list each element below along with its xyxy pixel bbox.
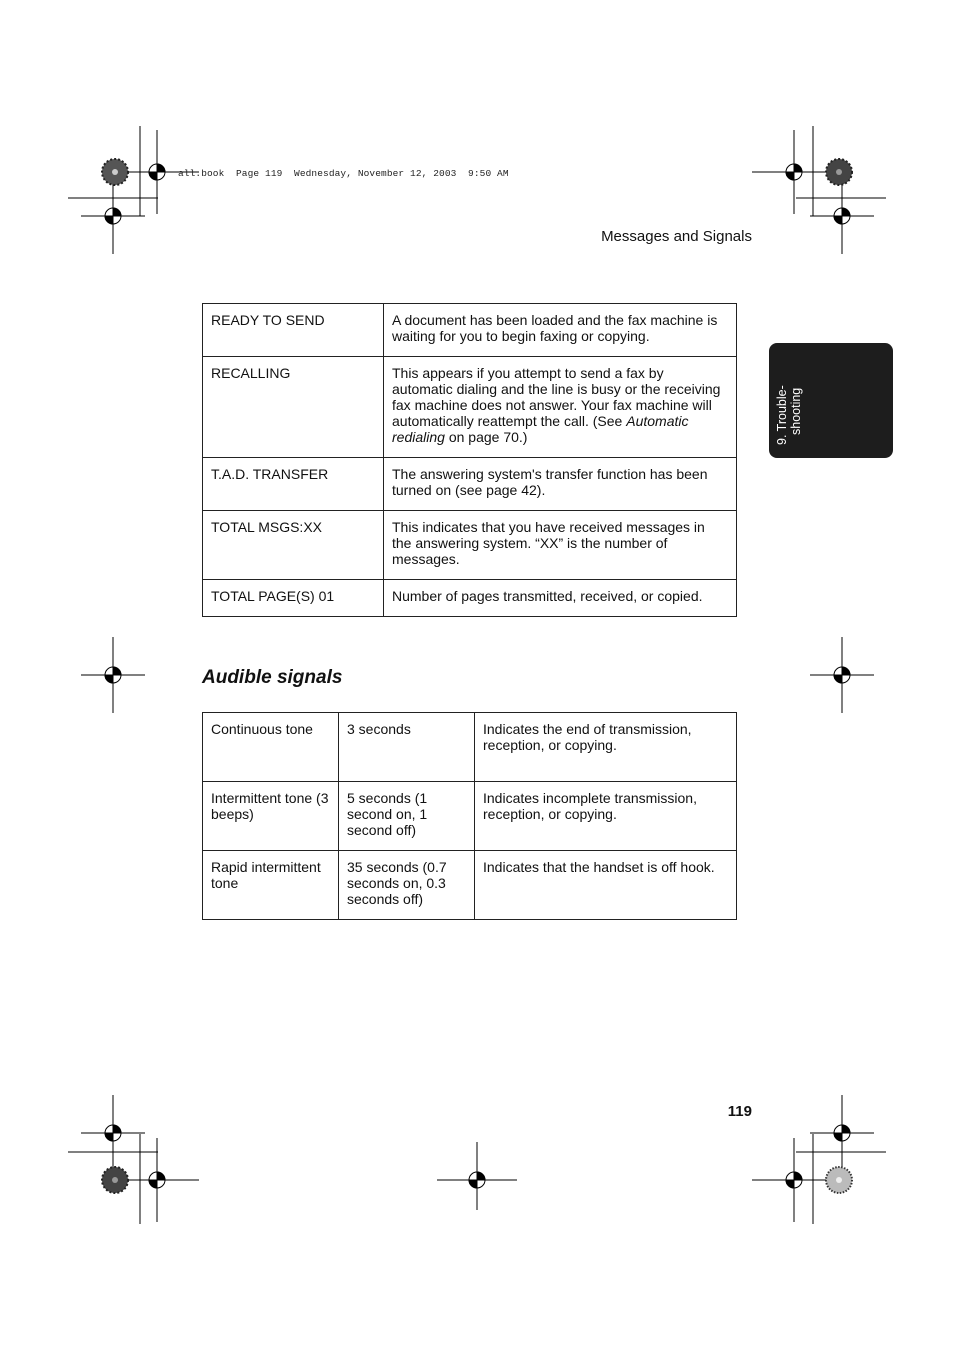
registration-target-icon: [810, 637, 874, 713]
message-cell: T.A.D. TRANSFER: [203, 458, 384, 511]
description-cell: Number of pages transmitted, received, or copied.: [384, 580, 737, 617]
registration-target-icon: [810, 1095, 874, 1171]
description-cell: This indicates that you have received messages in the answering system. “XX” is the number of messages.: [384, 511, 737, 580]
message-cell: TOTAL PAGE(S) 01: [203, 580, 384, 617]
registration-target-icon: [81, 178, 145, 254]
chapter-tab-line1: 9. Trouble-: [775, 385, 789, 445]
table-row: [203, 851, 737, 920]
duration-cell: 3 seconds: [339, 713, 475, 782]
registration-target-icon: [81, 637, 145, 713]
starburst-mark-icon: [102, 1167, 128, 1193]
message-cell: READY TO SEND: [203, 304, 384, 357]
table-row: [203, 304, 737, 357]
registration-target-icon: [437, 1142, 517, 1210]
book-file-info: all.book Page 119 Wednesday, November 12, 2003 9:50 AM: [178, 168, 509, 179]
table-row: [203, 713, 737, 782]
description-cell: A document has been loaded and the fax machine is waiting for you to begin faxing or copying.: [384, 304, 737, 357]
messages-table: [202, 303, 737, 617]
starburst-mark-icon: [102, 159, 128, 185]
duration-cell: 5 seconds (1 second on, 1 second off): [339, 782, 475, 851]
signal-cell: Rapid intermittent tone: [203, 851, 339, 920]
message-cell: RECALLING: [203, 357, 384, 458]
starburst-mark-icon: [826, 1167, 852, 1193]
audible-signals-table: [202, 712, 737, 920]
table-row: [203, 357, 737, 458]
description-cell: [384, 357, 737, 458]
table-row: [203, 511, 737, 580]
description-text: on page 70.): [444, 429, 528, 445]
running-head: Messages and Signals: [601, 228, 752, 245]
signal-cell: Intermittent tone (3 beeps): [203, 782, 339, 851]
description-text: This appears if you attempt to send a fax by automatic dialing and the line is busy or the receiving fax machine does not answer. Your fax machine will automatically reattempt the call. (See: [392, 365, 721, 429]
message-cell: TOTAL MSGS:XX: [203, 511, 384, 580]
description-cell: The answering system's transfer function has been turned on (see page 42).: [384, 458, 737, 511]
cross-reference: Automatic redialing: [392, 413, 689, 445]
section-heading: Audible signals: [202, 667, 343, 688]
registration-target-icon: [752, 130, 836, 214]
page-number: 119: [727, 1103, 752, 1120]
signal-cell: Continuous tone: [203, 713, 339, 782]
registration-target-icon: [810, 178, 874, 254]
registration-target-icon: [81, 1095, 145, 1171]
chapter-tab: [769, 343, 893, 458]
starburst-mark-icon: [826, 159, 852, 185]
table-row: [203, 580, 737, 617]
meaning-cell: Indicates incomplete transmission, reception, or copying.: [475, 782, 737, 851]
table-row: [203, 458, 737, 511]
table-row: [203, 782, 737, 851]
chapter-tab-line2: shooting: [789, 387, 803, 435]
duration-cell: 35 seconds (0.7 seconds on, 0.3 seconds off): [339, 851, 475, 920]
meaning-cell: Indicates the end of transmission, reception, or copying.: [475, 713, 737, 782]
registration-target-icon: [752, 1138, 836, 1222]
meaning-cell: Indicates that the handset is off hook.: [475, 851, 737, 920]
